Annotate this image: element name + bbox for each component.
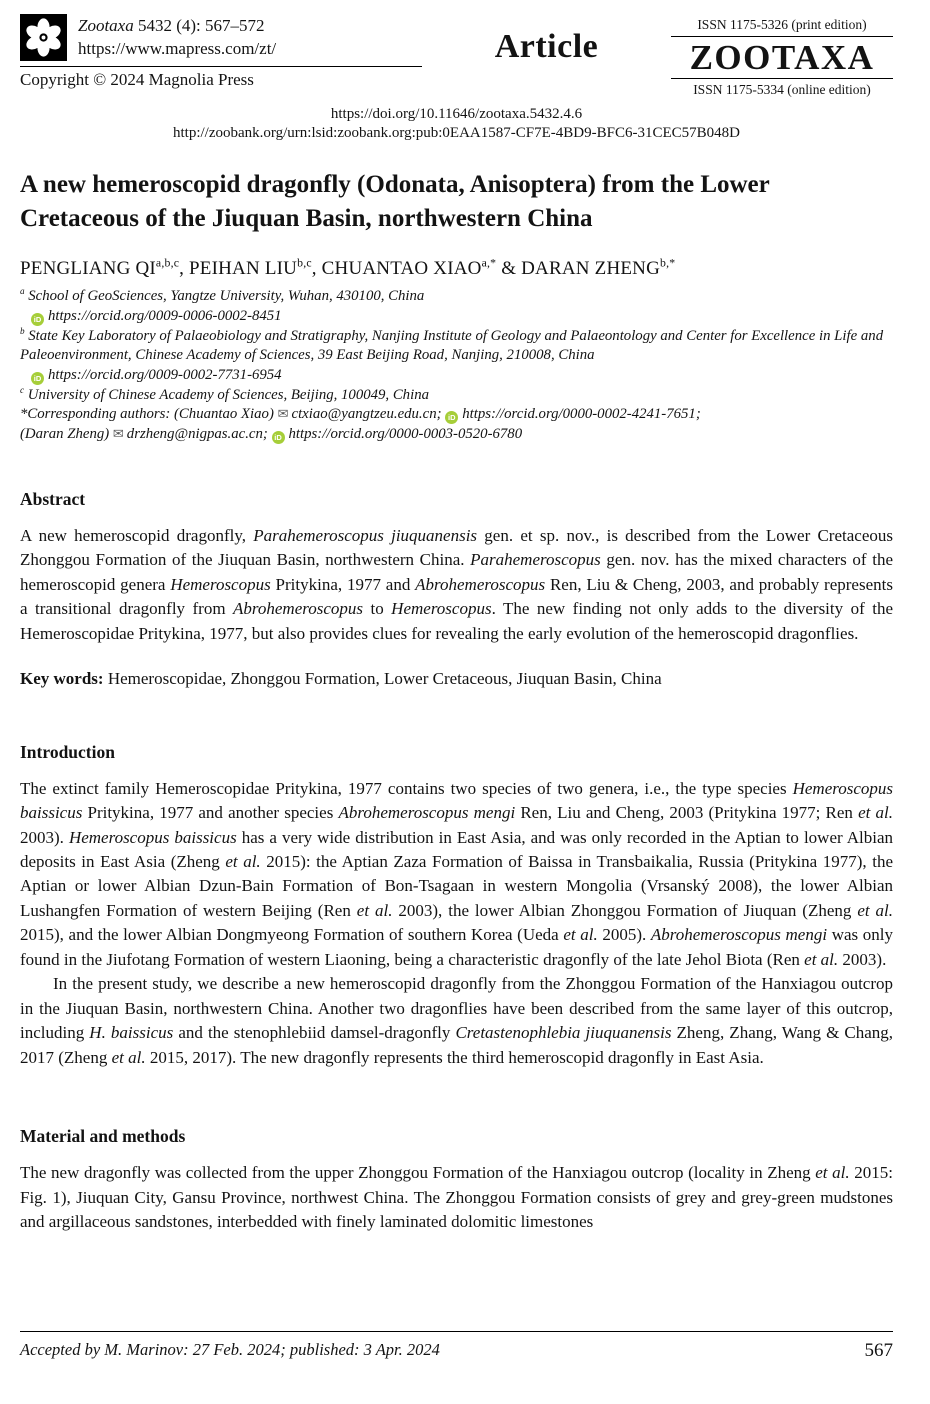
doi-link[interactable]: https://doi.org/10.11646/zootaxa.5432.4.6 [330,105,583,122]
header-issn-block [671,14,893,99]
issn-online: ISSN 1175-5334 (online edition) [693,82,871,98]
introduction-paragraph-1: The extinct family Hemeroscopidae Pritykina, 1977 contains two species of two genera, i.e., the type species Hemeroscopus baissicus Pritykina, 1977 and another species Abrohemeroscopus mengi Ren, Liu and Cheng, 2003 (Pritykina 1977; Ren et al. 2003). Hemeroscopus baissicus has a very wide distribution in East Asia, and was only recorded in the Aptian to lower Albian deposits in East Asia (Zheng et al. 2015): the Aptian Zaza Formation of Baissa in Transbaikalia, Russia (Pritykina 1977), the Aptian or lower Albian Dzun-Bain Formation of Bon-Tsagaan in western Mongolia (Vrsanský 2008), the lower Albian Lushangfen Formation of western Beijing (Ren et al. 2003), the lower Albian Zhonggou Formation of Jiuquan (Zheng et al. 2015), and the lower Albian Dongmyeong Formation of southern Korea (Ueda et al. 2005). Abrohemeroscopus mengi was only found in the Jiufotang Formation of western Liaoning, being a characteristic dragonfly of the late Jehol Biota (Ren et al. 2003). [20,778,893,969]
article-type-label: Article [494,28,599,65]
issn-print: ISSN 1175-5326 (print edition) [697,17,867,32]
journal-citation: Zootaxa 5432 (4): 567–572 [78,16,265,35]
zoobank-link[interactable]: http://zoobank.org/urn:lsid:zoobank.org:pub:0EAA1587-CF7E-4BD9-BFC6-31CEC57B048D [173,124,740,141]
orcid-icon: iD [31,313,44,326]
methods-heading: Material and methods [20,1126,186,1147]
magnolia-flower-icon [20,14,67,61]
methods-paragraph: The new dragonfly was collected from the upper Zhonggou Formation of the Hanxiagou outcrop (locality in Zheng et al. 2015: Fig. 1), Jiuquan City, Gansu Province, northwest China. The Zhonggou Formation consists of grey and grey-green mudstones and argillaceous sandstones, interbedded with finely laminated dolomitic limestones [20,1163,893,1232]
orcid-icon: iD [272,431,285,444]
page-footer [20,1331,893,1362]
header-journal-block [20,14,422,90]
introduction-paragraph-2: In the present study, we describe a new hemeroscopid dragonfly from the Zhonggou Formation of the Hanxiagou outcrop in the Jiuquan Basin, northwestern China. Another two dragonflies have been described from the same layer of this outcrop, including H. baissicus and the stenophlebiid damsel-dragonfly Cretastenophlebia jiuquanensis Zheng, Zhang, Wang & Chang, 2017 (Zheng et al. 2015, 2017). The new dragonfly represents the third hemeroscopid dragonfly in East Asia. [20,974,893,1067]
front-matter-line-orcid: iD https://orcid.org/0009-0006-0002-8451 [20,307,893,327]
issn-divider-bottom [671,78,893,79]
front-matter-line-orcid: iD https://orcid.org/0009-0002-7731-6954 [20,366,893,386]
front-matter-line-corr: *Corresponding authors: (Chuantao Xiao) ✉ ctxiao@yangtzeu.edu.cn; iD https://orcid.org/0000-0002-4241-7651; [20,406,701,423]
journal-url[interactable]: https://www.mapress.com/zt/ [78,38,277,58]
email-icon: ✉ [112,426,124,442]
page-header [20,14,893,99]
orcid-icon: iD [445,411,458,424]
authors-line: PENGLIANG QI$^{a,b,c}$, PEIHAN LIU$^{b,c}$, CHUANTAO $XIAO^{a,*}$ & DARAN $ZHENG^{b,*}$ [20,257,676,280]
issn-divider-top [671,36,893,37]
abstract-heading: Abstract [20,488,86,509]
accepted-published-line: Accepted by M. Marinov: 27 Feb. 2024; published: 3 Apr. 2024 [20,1340,440,1359]
orcid-icon: iD [31,372,44,385]
article-title: A new hemeroscopid dragonfly (Odonata, Anisoptera) from the Lower Cretaceous of the Jiuquan Basin, northwestern China [20,170,770,232]
journal-citation-lines [78,14,276,61]
introduction-heading: Introduction [20,741,115,762]
email-icon: ✉ [277,406,289,422]
front-matter-line-corr: (Daran Zheng) ✉ drzheng@nigpas.ac.cn; iD https://orcid.org/0000-0003-0520-6780 [20,426,523,443]
keywords-line: Key words: Hemeroscopidae, Zhonggou Formation, Lower Cretaceous, Jiuquan Basin, China [20,669,662,689]
front-matter-line-aff: $^b$ State Key Laboratory of Palaeobiology and Stratigraphy, Nanjing Institute of Geology and Palaeontology and Center for Excellence in Life and Paleoenvironment, Chinese Academy of Sciences, 39 East Beijing Road, Nanjing, 210008, China [20,325,884,364]
zootaxa-wordmark: ZOOTAXA [689,37,875,77]
front-matter-line-aff: $^c$ University of Chinese Academy of Sciences, Beijing, 100049, China [20,384,429,403]
affiliations-block [20,287,893,444]
abstract-paragraph: A new hemeroscopid dragonfly, Parahemeroscopus jiuquanensis gen. et sp. nov., is described from the Lower Cretaceous Zhonggou Formation of the Jiuquan Basin, northwestern China. Parahemeroscopus gen. nov. has the mixed characters of the hemeroscopid genera Hemeroscopus Pritykina, 1977 and Abrohemeroscopus Ren, Liu & Cheng, 2003, and probably represents a transitional dragonfly from Abrohemeroscopus to Hemeroscopus. The new finding not only adds to the diversity of the Hemeroscopidae Pritykina, 1977, but also provides clues for revealing the early evolution of the hemeroscopid dragonflies. [20,525,893,643]
copyright-line: Copyright © 2024 Magnolia Press [20,70,254,89]
front-matter-line-aff: $^a$ School of GeoSciences, Yangtze University, Wuhan, 430100, China [20,286,425,305]
page-number: 567 [864,1340,893,1361]
